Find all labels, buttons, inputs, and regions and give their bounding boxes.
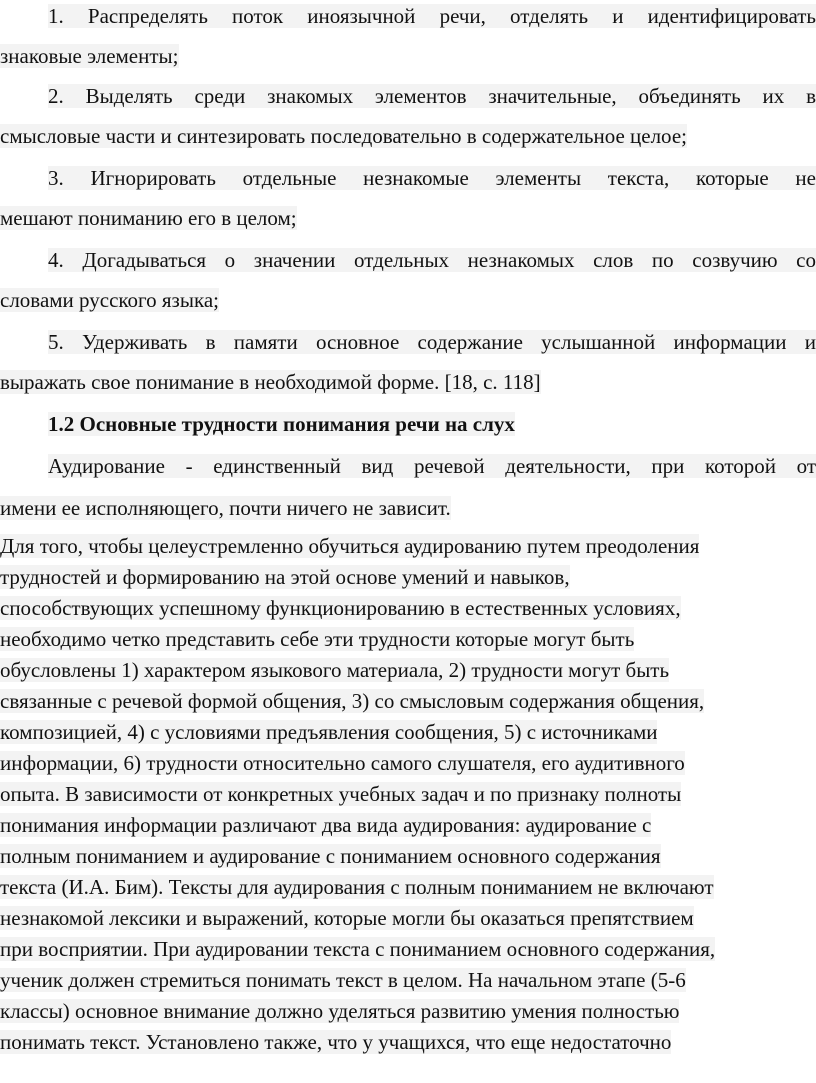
section-heading: 1.2 Основные трудности понимания речи на слух — [48, 412, 515, 436]
body-line-14: при восприятии. При аудировании текста с пониманием основного содержания, — [0, 937, 716, 961]
body-line-17: понимать текст. Установлено также, что у учащихся, что еще недостаточно — [0, 1030, 672, 1054]
list-item-3-line-2: мешают пониманию его в целом; — [0, 206, 297, 230]
body-line-4: необходимо четко представить себе эти трудности которые могут быть — [0, 627, 635, 651]
body-line-5: обусловлены 1) характером языкового материала, 2) трудности могут быть — [0, 658, 670, 682]
body-line-11: полным пониманием и аудирование с пониманием основного содержания — [0, 844, 661, 868]
body-line-3: способствующих успешному функционированию в естественных условиях, — [0, 596, 681, 620]
body-line-9: опыта. В зависимости от конкретных учебных задач и по признаку полноты — [0, 782, 682, 806]
body-line-2: трудностей и формированию на этой основе умений и навыков, — [0, 565, 570, 589]
intro-line-1: Аудирование - единственный вид речевой деятельности, при которой от — [48, 454, 816, 478]
list-item-4-line-1: 4. Догадываться о значении отдельных незнакомых слов по созвучию со — [48, 248, 816, 272]
list-item-2-line-2: смысловые части и синтезировать последовательно в содержательное целое; — [0, 124, 687, 148]
intro-line-2: имени ее исполняющего, почти ничего не зависит. — [0, 496, 451, 520]
list-item-1-line-1: 1. Распределять поток иноязычной речи, отделять и идентифицировать — [48, 4, 816, 28]
list-item-2-line-1: 2. Выделять среди знакомых элементов значительные, объединять их в — [48, 84, 816, 108]
list-item-4-line-2: словами русского языка; — [0, 288, 219, 312]
list-item-3-line-1: 3. Игнорировать отдельные незнакомые элементы текста, которые не — [48, 166, 816, 190]
list-item-1-line-2: знаковые элементы; — [0, 44, 179, 68]
list-item-5-line-1: 5. Удерживать в памяти основное содержание услышанной информации и — [48, 330, 816, 354]
list-item-5-line-2: выражать свое понимание в необходимой форме. [18, с. 118] — [0, 370, 541, 394]
body-line-16: классы) основное внимание должно уделяться развитию умения полностью — [0, 999, 680, 1023]
body-line-1: Для того, чтобы целеустремленно обучиться аудированию путем преодоления — [0, 534, 700, 558]
body-line-13: незнакомой лексики и выражений, которые могли бы оказаться препятствием — [0, 906, 694, 930]
body-line-8: информации, 6) трудности относительно самого слушателя, его аудитивного — [0, 751, 685, 775]
body-line-15: ученик должен стремиться понимать текст в целом. На начальном этапе (5-6 — [0, 968, 686, 992]
body-line-7: композицией, 4) с условиями предъявления сообщения, 5) с источниками — [0, 720, 658, 744]
body-line-10: понимания информации различают два вида аудирования: аудирование с — [0, 813, 652, 837]
body-line-12: текста (И.А. Бим). Тексты для аудирования с полным пониманием не включают — [0, 875, 714, 899]
body-line-6: связанные с речевой формой общения, 3) со смысловым содержания общения, — [0, 689, 705, 713]
